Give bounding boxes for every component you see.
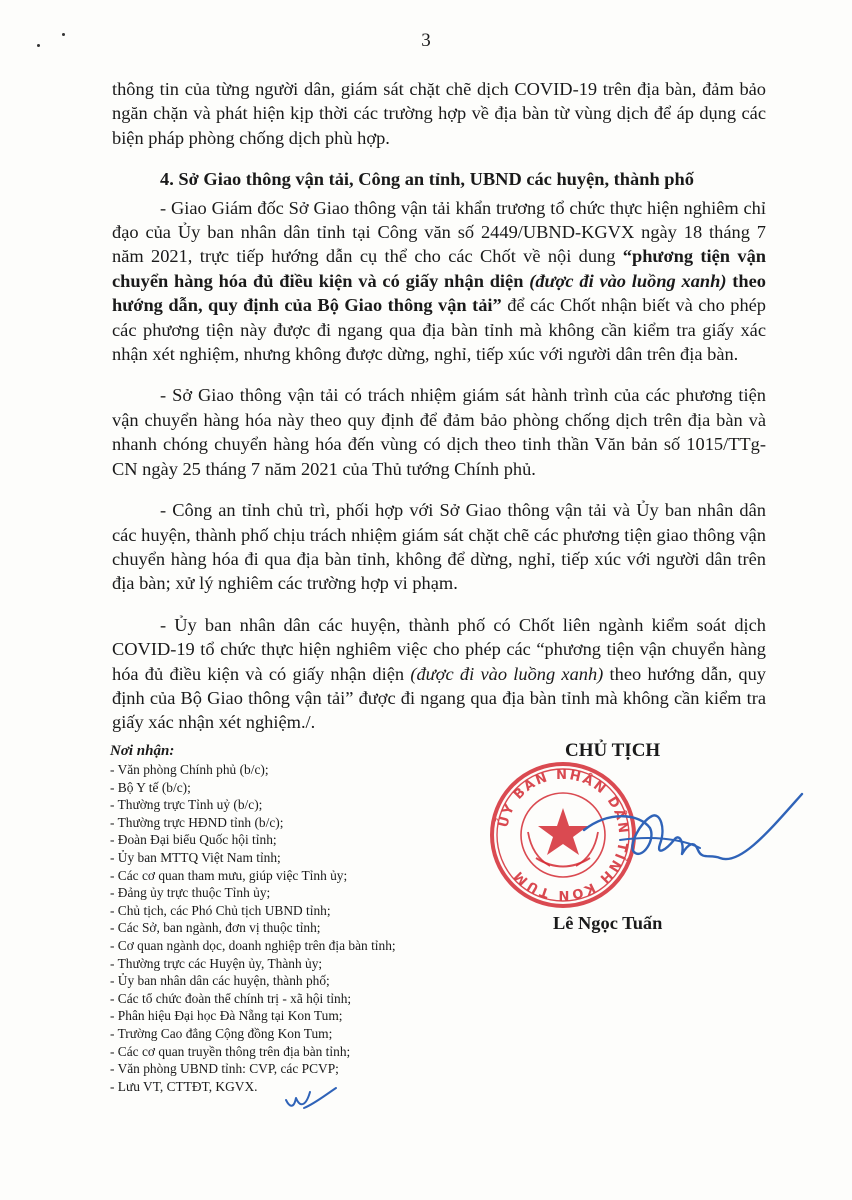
recipients-block — [110, 742, 490, 1095]
paragraph-transport-dept — [112, 196, 766, 367]
recipient-item: - Các cơ quan tham mưu, giúp việc Tỉnh ủy; — [110, 867, 348, 883]
signature-icon — [580, 770, 810, 910]
recipient-item: - Thường trực các Huyện ủy, Thành ủy; — [110, 955, 323, 971]
text-run: - Giao Giám đốc Sở Giao thông vận tải khẩn trương tổ chức thực hiện nghiêm chỉ đạo của Ủy ban nhân dân tỉnh tại Công văn số 2449/UBND-KGVX ngày 18 tháng 7 năm 2021, trực tiếp hướng dẫn cụ thể cho các Chốt về nội dung — [112, 197, 766, 267]
text-run: để các Chốt nhận biết và cho phép các phương tiện này được đi ngang qua địa bàn tỉnh mà không cần kiểm tra giấy xác nhận xét nghiệm, nhưng không được dừng, nghỉ, tiếp xúc với người dân trên địa bàn. — [112, 295, 766, 365]
signer-name: Lê Ngọc Tuấn — [553, 913, 663, 933]
recipient-item: - Văn phòng Chính phủ (b/c); — [110, 762, 269, 777]
recipient-item: - Các tổ chức đoàn thể chính trị - xã hội tỉnh; — [110, 990, 352, 1006]
recipient-item: - Thường trực HĐND tỉnh (b/c); — [110, 814, 284, 830]
italic-run: (được đi vào luồng xanh) — [410, 663, 604, 684]
recipient-item: - Phân hiệu Đại học Đà Nẵng tại Kon Tum; — [110, 1008, 343, 1024]
page-number: 3 — [421, 30, 431, 51]
recipient-item: - Các cơ quan truyền thông trên địa bàn tỉnh; — [110, 1043, 351, 1059]
recipients-list — [110, 761, 490, 1095]
recipient-item: - Thường trực Tỉnh uỷ (b/c); — [110, 797, 263, 813]
recipient-item: - Cơ quan ngành dọc, doanh nghiệp trên địa bàn tỉnh; — [110, 937, 396, 953]
recipient-item: - Bộ Y tế (b/c); — [110, 779, 191, 795]
recipient-item: - Các Sở, ban ngành, đơn vị thuộc tỉnh; — [110, 920, 321, 936]
text-run: theo hướng dẫn, quy định của Bộ Giao thông vận tải” được đi ngang qua địa bàn tỉnh mà không cần kiểm tra giấy xác nhận xét nghiệm./. — [112, 663, 766, 733]
scan-speck — [37, 44, 40, 47]
recipient-item: - Đoàn Đại biểu Quốc hội tỉnh; — [110, 832, 277, 848]
paragraph-continuation: thông tin của từng người dân, giám sát chặt chẽ dịch COVID-19 trên địa bàn, đảm bảo ngăn chặn và phát hiện kịp thời các trường hợp về địa bàn từ vùng dịch để áp dụng các biện pháp phòng chống dịch phù hợp. — [112, 79, 766, 148]
handwritten-initials — [284, 1086, 344, 1114]
section-heading: 4. Sở Giao thông vận tải, Công an tỉnh, UBND các huyện, thành phố — [160, 169, 694, 190]
paragraph-monitoring: - Sở Giao thông vận tải có trách nhiệm giám sát hành trình của các phương tiện vận chuyển hàng hóa này theo quy định để đảm bảo phòng chống dịch trên địa bàn và nhanh chóng chuyển hàng hóa đến vùng có dịch theo tinh thần Văn bản số 1015/TTg-CN ngày 25 tháng 7 năm 2021 của Thủ tướng Chính phủ. — [112, 385, 766, 479]
paragraph-district — [112, 613, 766, 735]
recipient-item: - Đảng ủy trực thuộc Tỉnh ủy; — [110, 885, 271, 901]
recipient-item: - Lưu VT, CTTĐT, KGVX. — [110, 1078, 258, 1094]
recipient-item: - Ủy ban MTTQ Việt Nam tỉnh; — [110, 849, 281, 865]
recipient-item: - Trường Cao đẳng Cộng đồng Kon Tum; — [110, 1025, 333, 1041]
document-body — [112, 77, 766, 752]
signer-title: CHỦ TỊCH — [565, 740, 661, 761]
recipients-heading: Nơi nhận: — [110, 743, 175, 759]
seal-text: ỦY BAN NHÂN DÂN TỈNH KON TUM — [496, 767, 631, 903]
paragraph-police: - Công an tỉnh chủ trì, phối hợp với Sở Giao thông vận tải và Ủy ban nhân dân các huyện, thành phố chịu trách nhiệm giám sát chặt chẽ các phương tiện giao thông vận chuyển hàng hóa đi qua địa bàn tỉnh, không để dừng, nghỉ, tiếp xúc với người dân trên địa bàn; xử lý nghiêm các trường hợp vi phạm. — [112, 500, 766, 594]
text-run: - Ủy ban nhân dân các huyện, thành phố có Chốt liên ngành kiểm soát dịch COVID-19 tổ chức thực hiện nghiêm việc cho phép các “phương tiện vận chuyển hàng hóa đủ điều kiện và có giấy nhận diện — [112, 614, 766, 684]
recipient-item: - Ủy ban nhân dân các huyện, thành phố; — [110, 973, 330, 989]
recipient-item: - Văn phòng UBND tỉnh: CVP, các PCVP; — [110, 1061, 339, 1077]
bold-run: “phương tiện vận chuyển hàng hóa đủ điều kiện và có giấy nhận diện — [112, 246, 766, 291]
scan-speck — [62, 33, 65, 36]
bold-run: theo hướng dẫn, quy định của Bộ Giao thông vận tải” — [112, 270, 766, 316]
bold-italic-run: (được đi vào luồng xanh) — [529, 270, 727, 291]
recipient-item: - Chủ tịch, các Phó Chủ tịch UBND tỉnh; — [110, 902, 331, 918]
